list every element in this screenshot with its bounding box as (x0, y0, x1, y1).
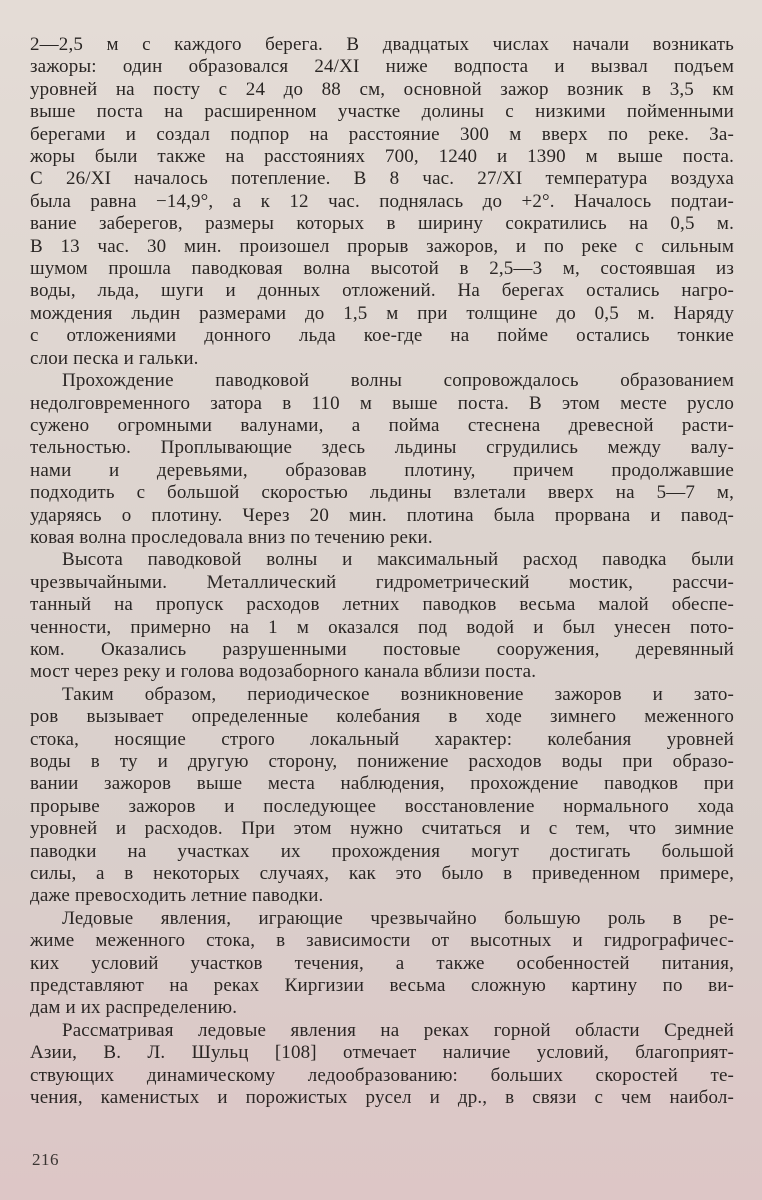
text-line: берегами и создал подпор на расстояние 300 м вверх по реке. За- (30, 123, 734, 145)
text-line: сужено огромными валунами, а пойма стеснена древесной расти- (30, 414, 734, 436)
text-line: Таким образом, периодическое возникновение зажоров и зато- (62, 683, 734, 705)
text-line: с отложениями донного льда кое-где на пойме остались тонкие (30, 325, 734, 347)
text-line: ров вызывает определенные колебания в ходе зимнего меженного (30, 706, 734, 728)
text-line: нами и деревьями, образовав плотину, причем продолжавшие (30, 459, 734, 481)
paragraph (30, 684, 734, 908)
text-line: ковая волна проследовала вниз по течению реки. (30, 526, 433, 548)
paragraph (30, 1020, 734, 1110)
text-line: паводки на участках их прохождения могут достигать большой (30, 840, 734, 862)
text-line: Азии, В. Л. Шульц [108] отмечает наличие условий, благоприят- (30, 1042, 734, 1064)
text-line: слои песка и гальки. (30, 347, 199, 369)
text-line: жоры были также на расстояниях 700, 1240 и 1390 м выше поста. (30, 146, 734, 168)
text-line: даже превосходить летние паводки. (30, 885, 324, 907)
text-line: зажоры: один образовался 24/XI ниже водпоста и вызвал подъем (30, 56, 734, 78)
text-line: ком. Оказались разрушенными постовые сооружения, деревянный (30, 638, 734, 660)
text-line: 2—2,5 м с каждого берега. В двадцатых числах начали возникать (30, 34, 734, 55)
text-line: подходить с большой скоростью льдины взлетали вверх на 5—7 м, (30, 482, 734, 504)
text-line: чрезвычайными. Металлический гидрометрический мостик, рассчи- (30, 571, 734, 593)
paragraph (30, 549, 734, 683)
text-line: С 26/XI началось потепление. В 8 час. 27/XI температура воздуха (30, 168, 734, 190)
text-line: тельностью. Проплывающие здесь льдины сгрудились между валу- (30, 437, 734, 459)
text-line: прорыве зажоров и последующее восстановление нормального хода (30, 795, 734, 817)
text-line: Высота паводковой волны и максимальный расход паводка были (62, 549, 734, 571)
text-line: чения, каменистых и порожистых русел и др., в связи с чем наибол- (30, 1087, 734, 1109)
text-line: была равна −14,9°, а к 12 час. поднялась до +2°. Началось подтаи- (30, 190, 734, 212)
paragraph (30, 370, 734, 549)
text-line: В 13 час. 30 мин. произошел прорыв зажоров, и по реке с сильным (30, 235, 734, 257)
text-line: воды, льда, шуги и донных отложений. На берегах остались нагро- (30, 280, 734, 302)
text-line: дам и их распределению. (30, 997, 238, 1019)
text-line: шумом прошла паводковая волна высотой в 2,5—3 м, состоявшая из (30, 258, 734, 280)
text-line: уровней и расходов. При этом нужно считаться и с тем, что зимние (30, 818, 734, 840)
text-line: стока, носящие строго локальный характер: колебания уровней (30, 728, 734, 750)
body-text (30, 34, 734, 1110)
text-line: Рассматривая ледовые явления на реках горной области Средней (62, 1019, 734, 1041)
page-number: 216 (32, 1150, 59, 1169)
text-line: ченности, примерно на 1 м оказался под водой и был унесен пото- (30, 616, 734, 638)
text-line: ствующих динамическому ледообразованию: больших скоростей те- (30, 1064, 734, 1086)
text-line: мост через реку и голова водозаборного канала вблизи поста. (30, 661, 537, 683)
paragraph (30, 34, 734, 370)
text-line: выше поста на расширенном участке долины с низкими пойменными (30, 101, 734, 123)
text-line: Ледовые явления, играющие чрезвычайно большую роль в ре- (62, 907, 734, 929)
text-line: недолговременного затора в 110 м выше поста. В этом месте русло (30, 392, 734, 414)
text-line: ударяясь о плотину. Через 20 мин. плотина была прорвана и павод- (30, 504, 734, 526)
text-line: мождения льдин размерами до 1,5 м при толщине до 0,5 м. Наряду (30, 302, 734, 324)
text-line: вание заберегов, размеры которых в ширину сократились на 0,5 м. (30, 213, 734, 235)
text-line: жиме меженного стока, в зависимости от высотных и гидрографичес- (30, 930, 734, 952)
paragraph (30, 908, 734, 1020)
text-line: воды в ту и другую сторону, понижение расходов воды при образо- (30, 751, 734, 772)
text-line: представляют на реках Киргизии весьма сложную картину по ви- (30, 975, 734, 997)
text-line: вании зажоров выше места наблюдения, прохождение паводков при (30, 773, 734, 795)
text-line: уровней на посту с 24 до 88 см, основной зажор возник в 3,5 км (30, 78, 734, 100)
text-line: ких условий участков течения, а также особенностей питания, (30, 952, 734, 974)
text-line: силы, а в некоторых случаях, как это было в приведенном примере, (30, 863, 734, 885)
text-line: танный на пропуск расходов летних паводков весьма малой обеспе- (30, 594, 734, 616)
text-line: Прохождение паводковой волны сопровождалось образованием (62, 370, 734, 392)
